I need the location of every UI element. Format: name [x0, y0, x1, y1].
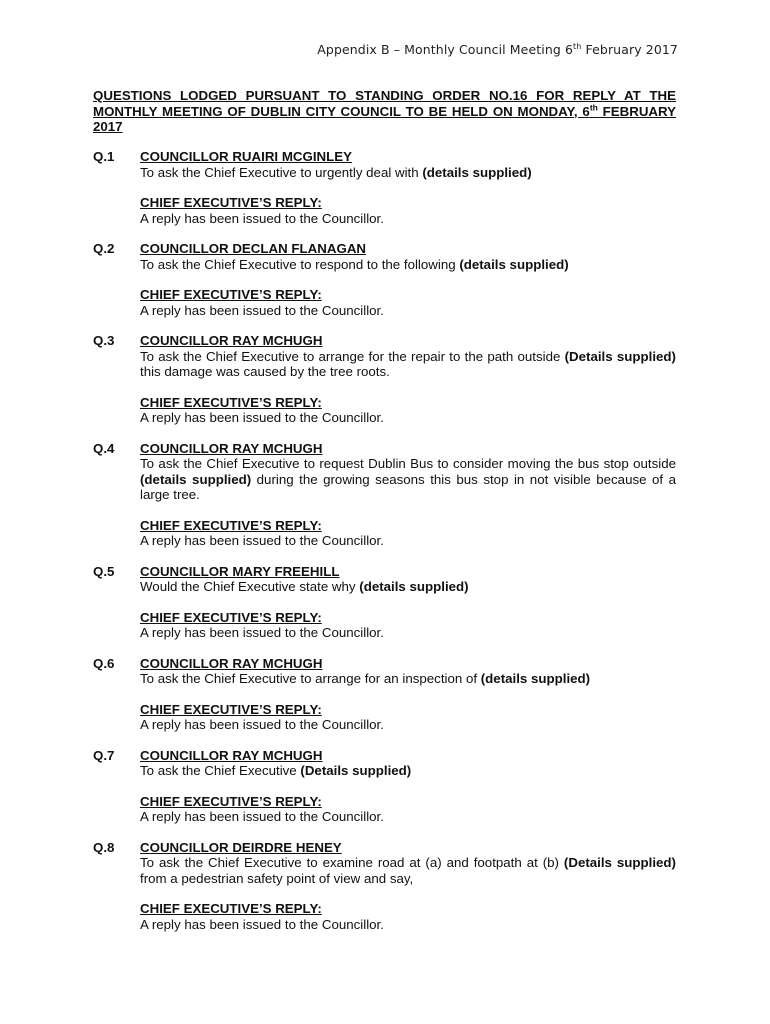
- page-header: [317, 42, 678, 57]
- questions-list: [93, 149, 676, 932]
- reply-text: A reply has been issued to the Councillor.: [140, 809, 384, 824]
- question-text: [140, 257, 676, 273]
- header-superscript: th: [573, 41, 582, 51]
- reply-text: A reply has been issued to the Councillor.: [140, 625, 384, 640]
- reply-text: A reply has been issued to the Councillor.: [140, 916, 384, 932]
- reply-heading: CHIEF EXECUTIVE’S REPLY:: [140, 287, 322, 302]
- question-item: [93, 564, 676, 641]
- details-supplied: (Details supplied): [563, 855, 676, 870]
- reply-heading: CHIEF EXECUTIVE’S REPLY:: [140, 701, 322, 717]
- details-supplied: (Details supplied): [300, 763, 412, 778]
- question-number: Q.8: [93, 839, 115, 855]
- question-number: Q.6: [93, 655, 115, 671]
- title-superscript: th: [589, 102, 598, 113]
- details-supplied: (details supplied): [422, 164, 532, 180]
- councillor-name: COUNCILLOR RAY MCHUGH: [140, 655, 323, 671]
- question-text: [140, 671, 676, 687]
- question-text-start: To ask the Chief Executive to urgently deal with: [140, 164, 423, 180]
- question-number: Q.2: [93, 241, 115, 256]
- reply-text: A reply has been issued to the Councillor.: [140, 717, 384, 732]
- details-supplied: (details supplied): [140, 471, 252, 487]
- question-text: [140, 349, 676, 380]
- councillor-name: COUNCILLOR RUAIRI MCGINLEY: [140, 149, 353, 164]
- question-number: Q.4: [93, 440, 115, 456]
- document-title: [93, 88, 676, 135]
- question-text-start: To ask the Chief Executive to examine road at (a) and footpath at (b): [140, 855, 564, 870]
- councillor-name: COUNCILLOR MARY FREEHILL: [140, 563, 340, 579]
- councillor-name: COUNCILLOR DEIRDRE HENEY: [140, 839, 342, 855]
- question-text-end: this damage was caused by the tree roots.: [140, 364, 390, 379]
- question-text-end: during the growing seasons this bus stop in not visible because of a large tree.: [140, 471, 676, 502]
- question-item: [93, 441, 676, 549]
- question-text-end: from a pedestrian safety point of view and say,: [140, 870, 414, 886]
- councillor-name: COUNCILLOR RAY MCHUGH: [140, 440, 323, 456]
- question-number: Q.7: [93, 747, 115, 763]
- question-item: [93, 241, 676, 318]
- question-text-start: To ask the Chief Executive to arrange for an inspection of: [140, 671, 481, 686]
- question-item: [93, 656, 676, 733]
- details-supplied: (Details supplied): [564, 348, 676, 364]
- details-supplied: (details supplied): [459, 256, 569, 272]
- question-number: Q.1: [93, 149, 115, 164]
- councillor-name: COUNCILLOR RAY MCHUGH: [140, 747, 323, 763]
- question-item: [93, 149, 676, 226]
- question-number: Q.3: [93, 333, 115, 348]
- question-item: [93, 748, 676, 825]
- question-text: [140, 579, 676, 595]
- details-supplied: (details supplied): [480, 671, 591, 686]
- question-text: [140, 165, 676, 181]
- question-text: [140, 855, 676, 886]
- councillor-name: COUNCILLOR RAY MCHUGH: [140, 333, 323, 348]
- reply-heading: CHIEF EXECUTIVE’S REPLY:: [140, 517, 322, 533]
- header-text: Appendix B – Monthly Council Meeting 6: [317, 42, 574, 57]
- councillor-name: COUNCILLOR DECLAN FLANAGAN: [140, 241, 367, 256]
- reply-heading: CHIEF EXECUTIVE’S REPLY:: [140, 195, 322, 210]
- question-text: [140, 763, 676, 779]
- question-text-start: To ask the Chief Executive: [140, 763, 301, 778]
- title-text: QUESTIONS LODGED PURSUANT TO STANDING ORDER NO.16 FOR REPLY AT THE MONTHLY MEETING OF DUBLIN CITY COUNCIL TO BE HELD ON MONDAY, 6: [93, 88, 676, 119]
- question-text-start: To ask the Chief Executive to request Dublin Bus to consider moving the bus stop outside: [140, 456, 676, 471]
- reply-text: A reply has been issued to the Councillor.: [140, 533, 384, 548]
- reply-text: A reply has been issued to the Councillor.: [140, 210, 384, 226]
- question-item: [93, 333, 676, 426]
- reply-text: A reply has been issued to the Councillor.: [140, 302, 384, 318]
- reply-heading: CHIEF EXECUTIVE’S REPLY:: [140, 609, 322, 625]
- title-text-end: FEBRUARY 2017: [93, 103, 677, 134]
- reply-heading: CHIEF EXECUTIVE’S REPLY:: [140, 394, 322, 410]
- header-text-end: February 2017: [581, 42, 678, 57]
- question-text: [140, 456, 676, 503]
- question-text-start: Would the Chief Executive state why: [140, 579, 360, 594]
- question-item: [93, 840, 676, 933]
- question-text-start: To ask the Chief Executive to arrange for the repair to the path outside: [140, 348, 565, 364]
- details-supplied: (details supplied): [359, 579, 469, 594]
- question-text-start: To ask the Chief Executive to respond to the following: [140, 256, 460, 272]
- reply-heading: CHIEF EXECUTIVE’S REPLY:: [140, 793, 322, 809]
- reply-text: A reply has been issued to the Councillor.: [140, 410, 384, 425]
- question-number: Q.5: [93, 563, 115, 579]
- reply-heading: CHIEF EXECUTIVE’S REPLY:: [140, 901, 322, 916]
